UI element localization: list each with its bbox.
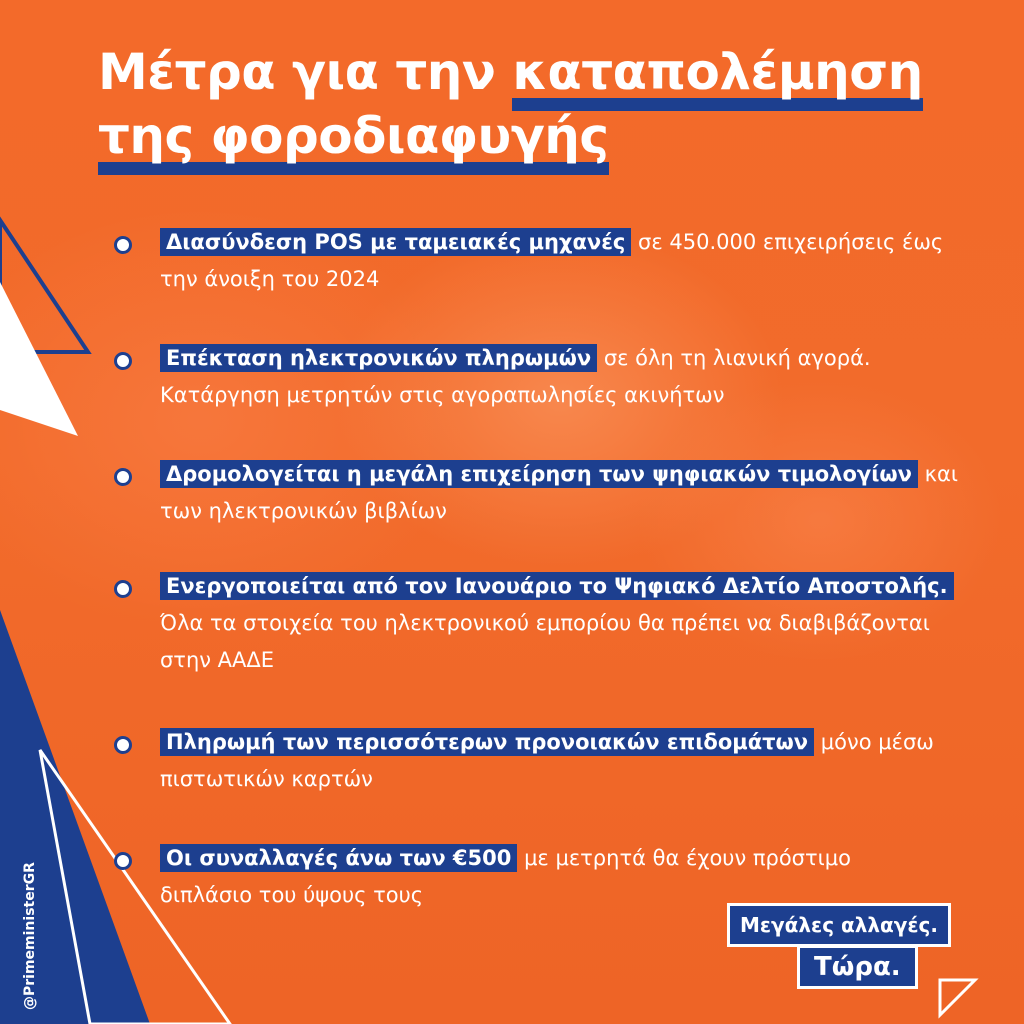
measure-highlight: Επέκταση ηλεκτρονικών πληρωμών — [160, 344, 597, 372]
measure-text — [160, 724, 984, 798]
bullet-icon — [114, 736, 132, 754]
measure-highlight: Δρομολογείται η μεγάλη επιχείρηση των ψηφιακών τιμολογίων — [160, 460, 918, 488]
title-plain: Μέτρα για την — [98, 43, 496, 101]
bullet-icon — [114, 468, 132, 486]
slogan-line-2: Τώρα. — [797, 945, 918, 989]
measure-highlight: Ενεργοποιείται από τον Ιανουάριο το Ψηφιακό Δελτίο Αποστολής. — [160, 572, 954, 600]
page-title — [98, 40, 923, 168]
measure-rest: σε 450.000 επιχειρήσεις έως την άνοιξη του 2024 — [160, 230, 944, 291]
measure-item — [114, 456, 984, 530]
measure-rest: με μετρητά θα έχουν πρόστιμο διπλάσιο του ύψους τους — [160, 846, 851, 907]
measure-text — [160, 456, 984, 530]
bullet-icon — [114, 236, 132, 254]
measure-highlight: Πληρωμή των περισσότερων προνοιακών επιδομάτων — [160, 728, 814, 756]
measure-text — [160, 224, 984, 298]
bullet-icon — [114, 352, 132, 370]
title-underlined-word: καταπολέμηση — [512, 43, 922, 111]
title-line-2 — [98, 104, 923, 168]
white-triangle-left — [0, 282, 78, 436]
bullet-icon — [114, 852, 132, 870]
outline-triangle-corner — [940, 980, 975, 1015]
measure-rest: και των ηλεκτρονικών βιβλίων — [160, 462, 958, 523]
measure-rest: σε όλη τη λιανική αγορά. Κατάργηση μετρητών στις αγοραπωλησίες ακινήτων — [160, 346, 871, 407]
slogan-line-1: Μεγάλες αλλαγές. — [727, 903, 951, 947]
measure-item — [114, 224, 984, 298]
measure-highlight: Οι συναλλαγές άνω των €500 — [160, 844, 517, 872]
title-line-1 — [98, 40, 923, 104]
measure-item — [114, 568, 984, 679]
measure-text — [160, 568, 984, 679]
measure-highlight: Διασύνδεση POS με ταμειακές μηχανές — [160, 228, 631, 256]
bullet-icon — [114, 580, 132, 598]
social-handle: @PrimeministerGR — [22, 862, 38, 1010]
measure-text — [160, 340, 984, 414]
measure-rest: Όλα τα στοιχεία του ηλεκτρονικού εμπορίου θα πρέπει να διαβιβάζονται στην ΑΑΔΕ — [160, 611, 930, 672]
title-underlined-phrase: της φοροδιαφυγής — [98, 107, 609, 175]
measure-item — [114, 340, 984, 414]
measure-rest: μόνο μέσω πιστωτικών καρτών — [160, 730, 934, 791]
measure-item — [114, 724, 984, 798]
